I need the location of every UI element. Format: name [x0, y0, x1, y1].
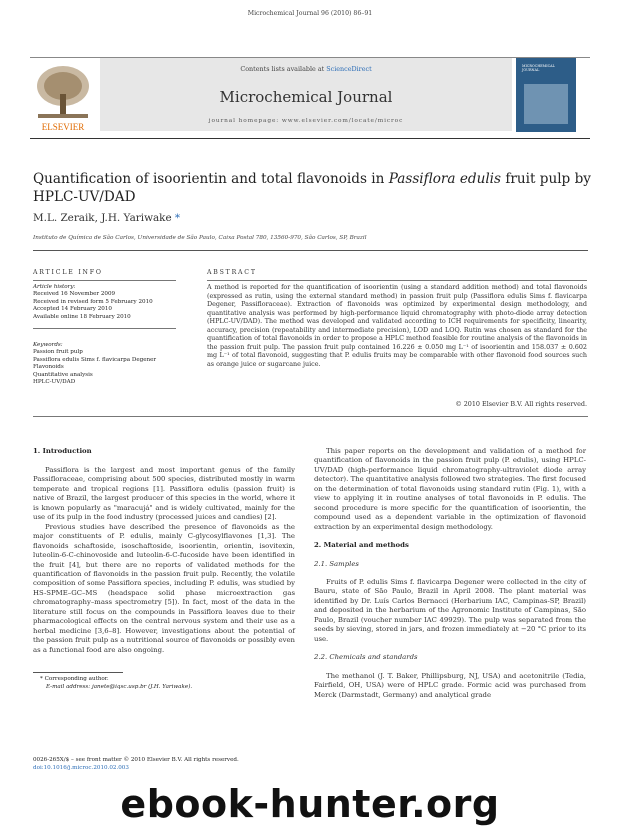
abstract-heading: ABSTRACT [207, 269, 257, 276]
copyright: © 2010 Elsevier B.V. All rights reserved. [455, 400, 587, 408]
section-2-2-heading: 2.2. Chemicals and standards [314, 653, 418, 662]
watermark-text: ebook-hunter.org [120, 782, 500, 826]
cover-title: MICROCHEMICAL JOURNAL [522, 64, 555, 72]
right-paragraph-1: This paper reports on the development and validation of a method for quantification of flavonoids in the passion fruit pulp (P. edulis), using HPLC-UV/DAD (high-performance liquid chromatography-ultraviolet diode array detector). The quantitative analysis followed two strategies. The first focused on the determination of total flavonoids using standard rutin (Fig. 1), with a view to applying it in routine analyses of total flavonoids in P. edulis. The second procedure is more specific for the quantification of isoorientin, the compound used as a dependent variable in the optimization of flavonoid extraction by an experimental design methodology. [314, 447, 586, 531]
footnote-rule [33, 672, 123, 673]
abstract-rule [207, 280, 587, 281]
abstract-text: A method is reported for the quantification of isoorientin (using a standard addition method) and total flavonoids (expressed as rutin, using the external standard method) in passion fruit pulp (Passiflora edulis Sims f. flavicarpa Degener, Passifloraceae). Extraction of flavonoids was optimized by experimental design methodology, and quantitative analysis was performed by high-performance liquid chromatography with photo-diode array detection (HPLC-UV/DAD). The method was developed and validated according to ICH requirements for specificity, linearity, accuracy, precision (repeatability and intermediate precision), LOD and LOQ. Rutin was chosen as standard for the quantification of total flavonoids in order to propose a HPLC method feasible for routine analysis of the flavonoids in the passion fruit pulp. The passion fruit pulp contained 16.226 ± 0.050 mg L⁻¹ of isoorientin and 158.037 ± 0.602 mg L⁻¹ of total flavonoid, suggesting that P. edulis fruits may be comparable with other flavonoid food sources such as orange juice or sugarcane juice. [207, 283, 587, 368]
intro-paragraph-2: Previous studies have described the presence of flavonoids as the major constituents of P. edulis, mainly C-glycosylflavones [1,3]. The flavonoids schaftoside, isoschaftoside, isoorientin, orientin, isovitexin, luteolin-6-C-chinovoside and luteolin-6-C-fucoside have been identified in the fruit [4], but there are no reports of validated methods for the quantification of flavonoids in the passion fruit pulp. Recently, the volatile composition of some Passiflora species, including P. edulis, was studied by HS-SPME–GC–MS (headspace solid phase microextraction gas chromatography–mass spectrometry [5]). In fact, most of the data in the literature still focus on the compounds in Passiflora leaves due to their pharmacological effects on the central nervous system and their use as a herbal medicine [3,6–8]. However, investigations about the potential of the passion fruit pulp as a nutritional source of flavonoids or possibly even as a functional food are also ongoing. [33, 522, 295, 654]
section-2-heading: 2. Material and methods [314, 541, 409, 550]
author-list: M.L. Zeraik, J.H. Yariwake * [33, 212, 181, 224]
corresponding-author-mark[interactable]: * [174, 212, 181, 224]
corresponding-author-note: * Corresponding author. [40, 676, 109, 682]
section-2-1-heading: 2.1. Samples [314, 559, 359, 568]
samples-paragraph: Fruits of P. edulis Sims f. flavicarpa Degener were collected in the city of Bauru, state of São Paulo, Brazil in April 2008. The plant material was identified by Dr. Luís Carlos Bernacci (Herbarium IAC, Campinas-SP, Brazil) and deposited in the herbarium of the Agronomic Institute of Campinas, São Paulo, Brazil (voucher number IAC 49929). The pulp was separated from the seeds by sieving, stored in jars, and frozen immediately at −20 °C prior to its use. [314, 577, 586, 643]
article-history: Article history: Received 16 November 2009 Received in revised form 5 February 2010 Accepted 14 February 2010 Available online 18 February 2010 [33, 284, 153, 320]
cover-image [524, 84, 568, 124]
title-separator [33, 250, 588, 251]
keywords: Keywords: Passion fruit pulp Passiflora edulis Sims f. flavicarpa Degener Flavonoids Quantitative analysis HPLC-UV/DAD [33, 342, 157, 386]
abstract-bottom-rule [33, 416, 588, 417]
affiliation: Instituto de Química de São Carlos, Universidade de São Paulo, Caixa Postal 780, 13560-970, São Carlos, SP, Brazil [33, 235, 367, 241]
doi-link[interactable]: doi:10.1016/j.microc.2010.02.003 [33, 765, 129, 771]
contents-prefix: Contents lists available at [240, 65, 327, 73]
elsevier-tree-logo [32, 60, 94, 134]
journal-reference: Microchemical Journal 96 (2010) 86–91 [247, 10, 373, 17]
header-bottom-rule [30, 138, 590, 139]
email-note: E-mail address: janete@iqsc.usp.br (J.H. Yariwake). [46, 684, 193, 690]
intro-body [33, 466, 295, 655]
journal-title: Microchemical Journal [219, 88, 393, 106]
article-title: Quantification of isoorientin and total flavonoids in Passiflora edulis fruit pulp by HPLC-UV/DAD [33, 171, 591, 205]
issn-line: 0026-265X/$ – see front matter © 2010 Elsevier B.V. All rights reserved. [33, 757, 239, 763]
article-info-heading: ARTICLE INFO [33, 269, 103, 276]
journal-cover-thumbnail [516, 58, 576, 132]
intro-paragraph-1: Passiflora is the largest and most important genus of the family Passifloraceae, comprising about 500 species, distributed mostly in warm temperate and tropical regions [1]. Passiflora edulis (passion fruit) is native of Brazil, the largest producer of this species in the world, where it is known popularly as "maracujá" and is widely cultivated, mainly for the use of its pulp in the food industry (processed juices and candies) [2]. [33, 466, 295, 522]
chemicals-paragraph: The methanol (J. T. Baker, Phillipsburg, NJ, USA) and acetonitrile (Tedia, Fairfield, OH, USA) were of HPLC grade. Formic acid was purchased from Merck (Darmstadt, Germany) and analytical grade [314, 671, 586, 699]
section-1-heading: 1. Introduction [33, 447, 92, 455]
publisher-name: ELSEVIER [41, 122, 85, 132]
history-rule [33, 328, 176, 329]
sciencedirect-link[interactable]: ScienceDirect [326, 65, 372, 73]
contents-line [100, 65, 512, 73]
journal-homepage[interactable]: journal homepage: www.elsevier.com/locate/microc [208, 118, 404, 124]
article-info-rule [33, 280, 176, 281]
right-column [314, 447, 586, 700]
